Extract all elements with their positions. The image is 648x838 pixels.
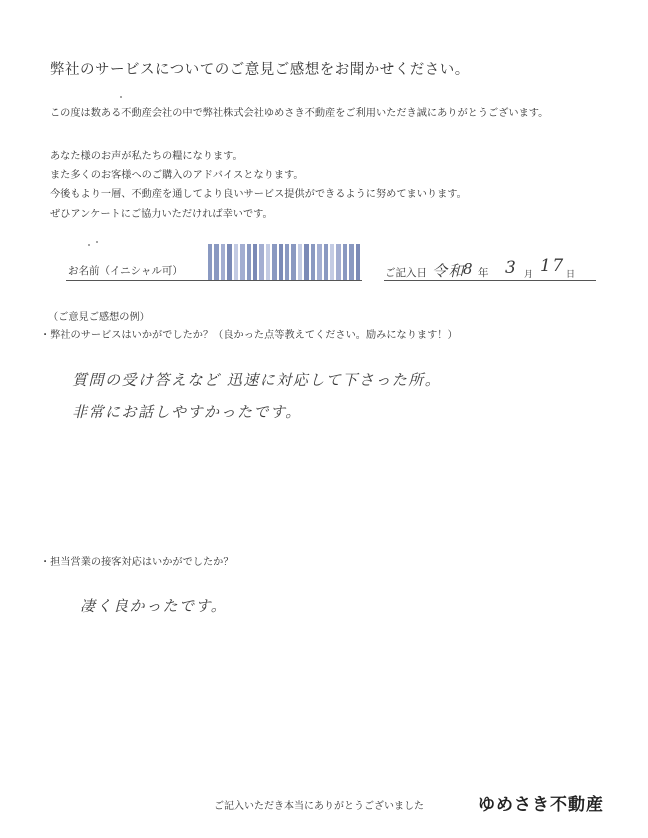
date-year-value: 8 xyxy=(463,260,475,278)
redacted-name xyxy=(208,244,360,280)
answer-staff-line-1: 凄く良かったです。 xyxy=(80,597,228,615)
name-label: お名前（イニシャル可） xyxy=(68,265,183,277)
name-underline xyxy=(66,280,362,281)
intro-line-5: ぜひアンケートにご協力いただければ幸いです。 xyxy=(50,209,273,220)
intro-thanks: この度は数ある不動産会社の中で弊社株式会社ゆめさき不動産をご利用いただき誠にありがとうございます。 xyxy=(50,108,549,119)
question-service: ・弊社のサービスはいかがでしたか？（良かった点等教えてください。励みになります！） xyxy=(40,330,458,341)
company-logo: ゆめさき不動産 xyxy=(478,795,604,815)
stray-mark xyxy=(120,96,122,98)
stray-mark xyxy=(96,241,98,243)
intro-line-2: あなた様のお声が私たちの糧になります。 xyxy=(50,151,243,162)
day-unit: 日 xyxy=(566,270,576,280)
year-unit: 年 xyxy=(478,267,489,279)
survey-title: 弊社のサービスについてのご意見ご感想をお聞かせください。 xyxy=(50,62,470,78)
intro-line-4: 今後もより一層、不動産を通してより良いサービス提供ができるように努めてまいります。 xyxy=(50,189,467,200)
question-staff: ・担当営業の接客対応はいかがでしたか？ xyxy=(40,557,234,568)
answer-service-line-2: 非常にお話しやすかったです。 xyxy=(72,403,302,421)
date-month-value: 3 xyxy=(505,258,518,278)
date-day-value: 17 xyxy=(540,256,565,276)
answer-service-line-1: 質問の受け答えなど 迅速に対応して下さった所。 xyxy=(72,371,442,389)
footer-thanks: ご記入いただき本当にありがとうございました xyxy=(214,801,424,812)
month-unit: 月 xyxy=(524,270,534,280)
date-label: ご記入日 xyxy=(385,267,427,279)
date-era-value: 令和 xyxy=(432,262,466,280)
date-underline xyxy=(384,280,596,281)
intro-line-3: また多くのお客様へのご購入のアドバイスとなります。 xyxy=(50,170,304,181)
stray-mark xyxy=(88,244,90,246)
example-heading: （ご意見ご感想の例） xyxy=(48,312,150,323)
